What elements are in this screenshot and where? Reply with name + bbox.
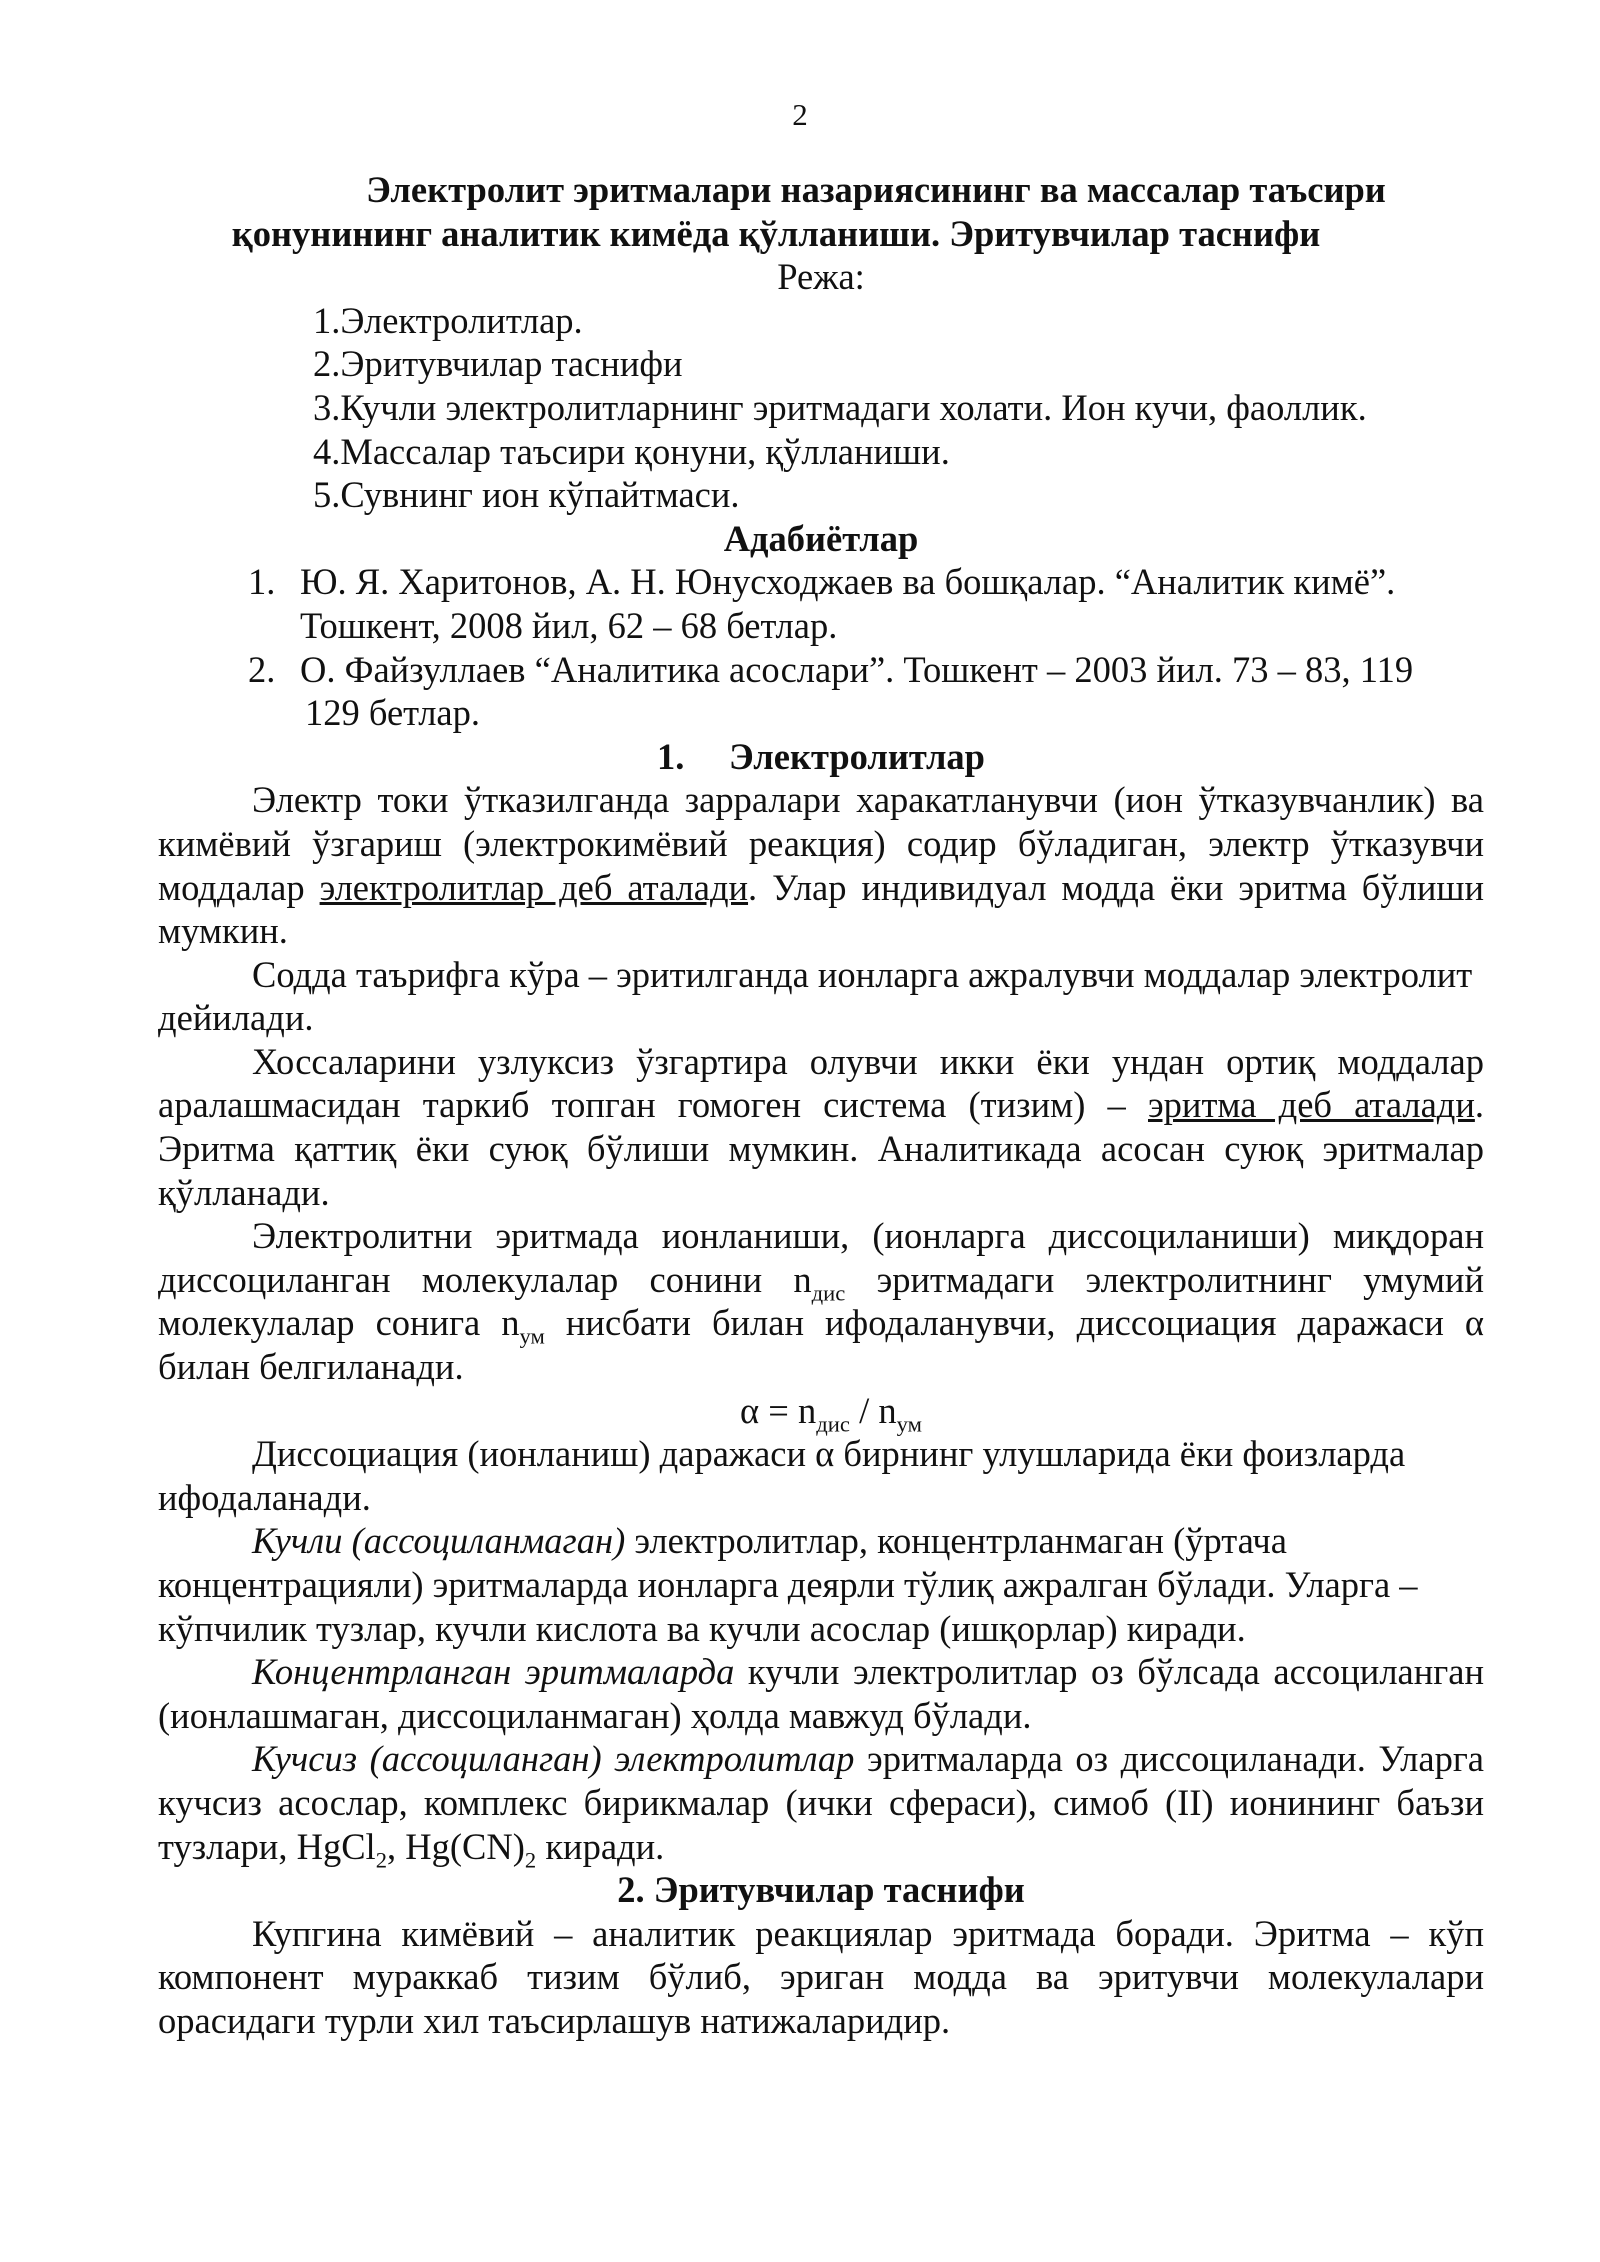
literature-item — [158, 648, 1484, 735]
plan-item: 1.Электролитлар. — [313, 299, 583, 341]
plan-item: 4.Массалар таъсири қонуни, қўлланиши. — [313, 430, 950, 472]
literature-item-line-2: Тошкент, 2008 йил, 62 – 68 бетлар. — [300, 604, 838, 646]
formula-part: / n — [849, 1389, 897, 1431]
paragraph-concentrated-solutions — [158, 1650, 1484, 1737]
text-run: Хоссаларини узлуксиз ўзгартира олувчи икки ёки ундан ортиқ моддалар аралашмасидан таркиб топган гомоген система (тизим) – — [158, 1040, 1484, 1126]
paragraph-weak-electrolytes — [158, 1737, 1484, 1872]
text-run: киради. — [536, 1825, 665, 1867]
subscript: ум — [896, 1410, 922, 1436]
section-1-number: 1. — [657, 735, 685, 777]
text-run: , Hg(CN) — [387, 1825, 525, 1867]
document-title-line-1: Электролит эритмалари назариясининг ва массалар таъсири — [366, 169, 1386, 210]
subscript: дис — [811, 1280, 846, 1306]
paragraph-solution-definition — [158, 1040, 1484, 1214]
text-run: эритмаларда оз диссоциланади. Уларга кучсиз асослар, комплекс бирикмалар (ички сфераси), симоб (II) ионининг баъзи тузлари, HgCl — [158, 1738, 1484, 1867]
literature-item-line-1: О. Файзуллаев “Аналитика асослари”. Тошкент – 2003 йил. 73 – 83, 119 — [300, 648, 1414, 690]
paragraph-dissociation-expression: Диссоциация (ионланиш) даражаси α бирнинг улушларида ёки фоизларда ифодаланади. — [158, 1433, 1406, 1518]
paragraph-electrolytes-definition — [158, 778, 1484, 952]
section-2-heading: 2. Эритувчилар таснифи — [617, 1869, 1025, 1911]
paragraph-dissociation-degree — [158, 1214, 1484, 1388]
formula-part: α = n — [740, 1389, 817, 1431]
plan-item: 3.Кучли электролитларнинг эритмадаги холати. Ион кучи, фаоллик. — [313, 386, 1367, 428]
italic-term: Кучли (ассоциланмаган) — [252, 1520, 626, 1562]
italic-term: Кучсиз (ассоциланган) электролитлар — [252, 1738, 855, 1780]
dissociation-formula — [158, 1389, 1484, 1436]
subscript: 2 — [524, 1846, 537, 1872]
section-1-title: Электролитлар — [729, 735, 985, 777]
text-run: кучли электролитлар оз бўлсада ассоциланган (ионлашмаган, диссоциланмаган) ҳолда мавжуд бўлади. — [158, 1651, 1484, 1736]
document-title — [158, 168, 1484, 255]
subscript: дис — [816, 1410, 850, 1436]
document-title-line-2: қонунининг аналитик кимёда қўлланиши. Эритувчилар таснифи — [231, 212, 1321, 254]
text-run: Электр токи ўтказилганда зарралари харакатланувчи (ион ўтказувчанлик) ва кимёвий ўзгариш (электрокимёвий реакция) содир бўладиган, электр ўтказувчи моддалар — [158, 779, 1484, 908]
subscript: 2 — [375, 1846, 387, 1872]
text-run: эритмадаги электролитнинг умумий молекулалар сонига n — [158, 1258, 1484, 1344]
document-body — [158, 168, 1484, 2043]
page-number: 2 — [792, 97, 808, 132]
literature-item-line-2: 129 бетлар. — [305, 692, 480, 734]
text-run: . Улар индивидуал модда ёки эритма бўлиши мумкин. — [158, 866, 1485, 952]
literature-item — [158, 560, 1484, 647]
underlined-term: эритма деб аталади — [1148, 1084, 1475, 1126]
paragraph-strong-electrolytes — [158, 1519, 1484, 1650]
literature-item-line-1: Ю. Я. Харитонов, А. Н. Юнусходжаев ва бошқалар. “Аналитик кимё”. — [300, 561, 1396, 603]
literature-item-number: 2. — [248, 648, 276, 690]
plan-item: 2.Эритувчилар таснифи — [313, 343, 683, 385]
text-run: Электролитни эритмада ионланиши, (ионларга диссоциланиши) миқдоран диссоциланган молекулалар сонини n — [158, 1215, 1484, 1300]
paragraph-solvents-intro: Купгина кимёвий – аналитик реакциялар эритмада боради. Эритма – кўп компонент мураккаб тизим бўлиб, эриган модда ва эритувчи молекулалари орасидаги турли хил таъсирлашув натижаларидир. — [158, 1912, 1484, 2041]
italic-term: Концентрланган эритмаларда — [252, 1651, 735, 1693]
plan-heading: Режа: — [777, 256, 865, 298]
section-1-heading — [158, 735, 1484, 779]
plan-list — [158, 299, 1484, 517]
text-run: электролитлар, концентрланмаган (ўртача концентрацияли) эритмаларда ионларга деярли тўлиқ ажралган бўлади. Уларга – кўпчилик тузлар, кучли кислота ва кучли асослар (ишқорлар) киради. — [158, 1520, 1418, 1649]
literature-item-number: 1. — [248, 561, 276, 603]
paragraph-simple-definition: Содда таърифга кўра – эритилганда ионларга ажралувчи моддалар электролит дейилади. — [158, 953, 1473, 1039]
plan-item: 5.Сувнинг ион кўпайтмаси. — [313, 474, 740, 516]
underlined-term: электролитлар деб аталади — [319, 866, 749, 908]
subscript: ум — [519, 1323, 545, 1349]
text-run: нисбати билан ифодаланувчи, диссоциация даражаси α билан белгиланади. — [158, 1302, 1484, 1388]
text-run: . Эритма қаттиқ ёки суюқ бўлиши мумкин. Аналитикада асосан суюқ эритмалар қўлланади. — [158, 1084, 1484, 1213]
literature-heading: Адабиётлар — [723, 517, 919, 559]
literature-list — [158, 560, 1484, 734]
